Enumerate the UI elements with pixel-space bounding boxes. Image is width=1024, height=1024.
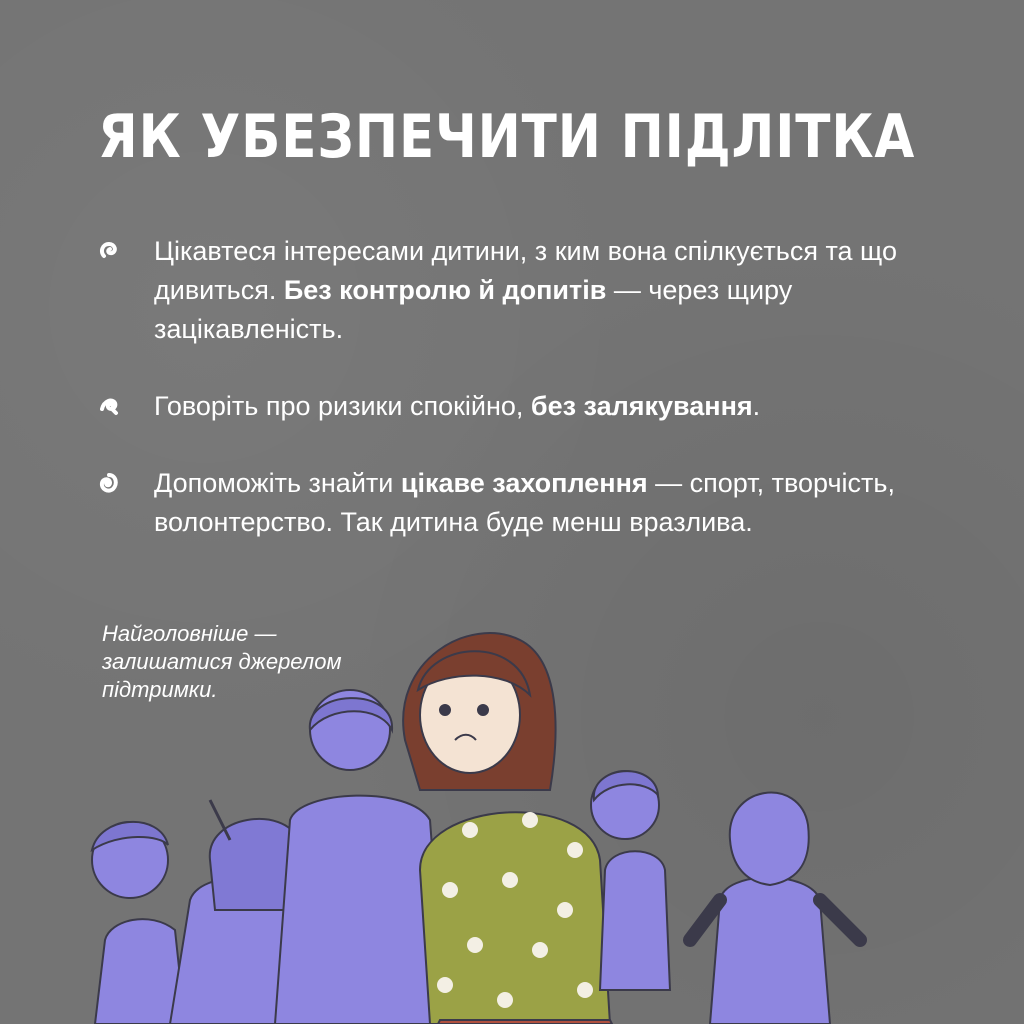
bullet-list: [98, 232, 898, 542]
swirl-icon: [98, 395, 120, 417]
bullet-text-3: [154, 468, 895, 537]
bullet-text-1: [154, 236, 897, 344]
bullet-3-part-3: — спорт, творчість, волонтерство. Так дитина буде менш вразлива.: [154, 468, 895, 537]
figure-kid-right-small: [591, 771, 670, 990]
bullet-2-bold: без залякування: [530, 391, 753, 421]
page-title: ЯК УБЕЗПЕЧИТИ ПІДЛІТКА: [98, 102, 916, 172]
bullet-1-part-3: — через щиру зацікавленість.: [154, 275, 793, 344]
bullet-item-3: [98, 464, 898, 542]
bullet-2-part-3: .: [752, 391, 761, 421]
bullet-1-part-1: Цікавтеся інтересами дитини, з ким вона спілкується та що дивиться.: [154, 236, 897, 305]
bullet-item-2: [98, 387, 898, 426]
bullet-item-1: [98, 232, 898, 349]
swirl-icon: [98, 472, 120, 494]
figure-kid-right-hoodie: [690, 793, 860, 1024]
figure-main-girl: [403, 633, 612, 1024]
bullet-3-bold: цікаве захоплення: [400, 468, 648, 498]
bullet-1-bold: Без контролю й допитів: [283, 275, 607, 305]
bullet-2-part-1: Говоріть про ризики спокійно,: [154, 391, 531, 421]
illustration-children-group: [0, 600, 1024, 1024]
swirl-icon: [98, 240, 120, 262]
figure-kid-left: [92, 822, 185, 1024]
bullet-text-2: [154, 391, 760, 421]
key-message: Найголовніше — залишатися джерелом підтримки.: [102, 621, 342, 702]
bullet-3-part-1: Допоможіть знайти: [154, 468, 401, 498]
